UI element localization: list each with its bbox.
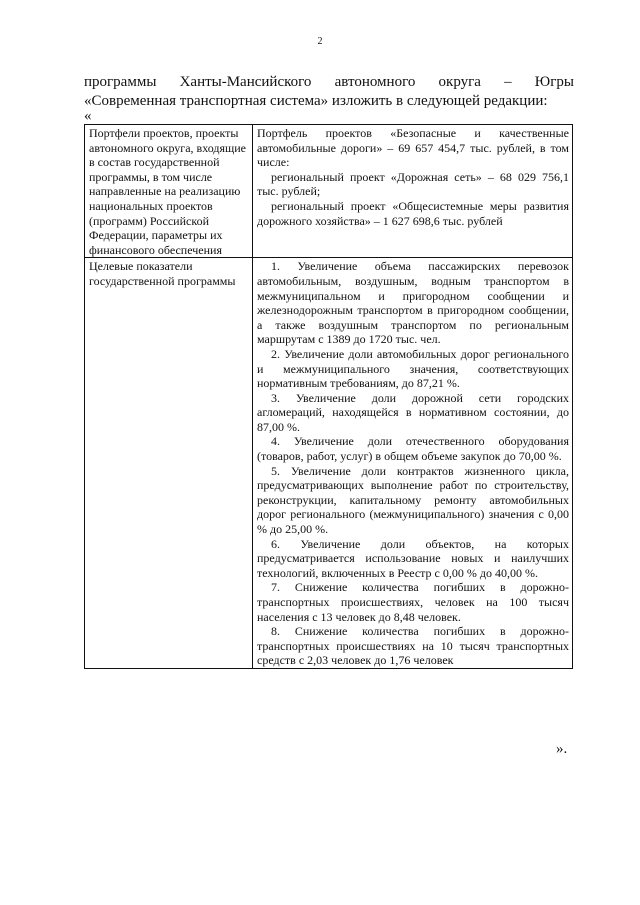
- target-indicator: 4. Увеличение доли отечественного оборудования (товаров, работ, услуг) в общем объеме закупок до 70,00 %.: [257, 434, 569, 464]
- portfolio-paragraph: Портфель проектов «Безопасные и качественные автомобильные дороги» – 69 657 454,7 тыс. рублей, в том числе:: [257, 126, 569, 170]
- intro-word: программы: [84, 74, 157, 90]
- row-value-portfolios: [253, 125, 573, 258]
- table-row: [85, 258, 573, 669]
- program-passport-table: [84, 124, 573, 669]
- intro-word: автономного: [334, 74, 416, 90]
- row-label-targets: Целевые показатели государственной программы: [85, 258, 253, 669]
- portfolio-paragraph: региональный проект «Дорожная сеть» – 68 029 756,1 тыс. рублей;: [257, 169, 569, 199]
- target-indicator: 3. Увеличение доли дорожной сети городских агломераций, находящейся в нормативном состоянии, до 87,00 %.: [257, 390, 569, 434]
- intro-word: округа: [438, 74, 481, 90]
- intro-line-2: «Современная транспортная система» изложить в следующей редакции:: [84, 93, 548, 109]
- table-row: [85, 125, 573, 258]
- close-quote: ».: [556, 741, 568, 757]
- row-label-portfolios: Портфели проектов, проекты автономного округа, входящие в состав государственной программы, в том числе направленные на реализацию национальных проектов (программ) Российской Федерации, параметры их финансового обеспечения: [85, 125, 253, 258]
- open-quote: «: [84, 108, 92, 124]
- intro-text: [84, 73, 574, 111]
- target-indicator: 6. Увеличение доли объектов, на которых предусматривается использование новых и наилучших технологий, включенных в Реестр с 0,00 % до 40,00 %.: [257, 536, 569, 580]
- intro-word: Ханты-Мансийского: [179, 74, 312, 90]
- intro-word: Югры: [534, 74, 574, 90]
- page-number: 2: [317, 36, 323, 47]
- portfolio-paragraph: региональный проект «Общесистемные меры развития дорожного хозяйства» – 1 627 698,6 тыс. рублей: [257, 198, 569, 228]
- target-indicator: 7. Снижение количества погибших в дорожно-транспортных происшествиях, человек на 100 тысяч населения с 13 человек до 8,48 человек.: [257, 580, 569, 624]
- target-indicator: 1. Увеличение объема пассажирских перевозок автомобильным, воздушным, водным транспортом в межмуниципальном и пригородном сообщении и железнодорожным транспортом в пригородном сообщении, а также воздушным транспортом по региональным маршрутам с 1389 до 1720 тыс. чел.: [257, 259, 569, 347]
- intro-line-1: [84, 73, 574, 92]
- target-indicator: 5. Увеличение доли контрактов жизненного цикла, предусматривающих выполнение работ по строительству, реконструкции, капитальному ремонту автомобильных дорог регионального (межмуниципального) значения с 0,00 % до 25,00 %.: [257, 463, 569, 537]
- row-value-targets: [253, 258, 573, 669]
- target-indicator: 8. Снижение количества погибших в дорожно-транспортных происшествиях на 10 тысяч транспортных средств с 2,03 человек до 1,76 человек: [257, 624, 569, 668]
- intro-word: –: [504, 74, 512, 90]
- target-indicator: 2. Увеличение доли автомобильных дорог регионального и межмуниципального значения, соответствующих нормативным требованиям, до 87,21 %.: [257, 346, 569, 391]
